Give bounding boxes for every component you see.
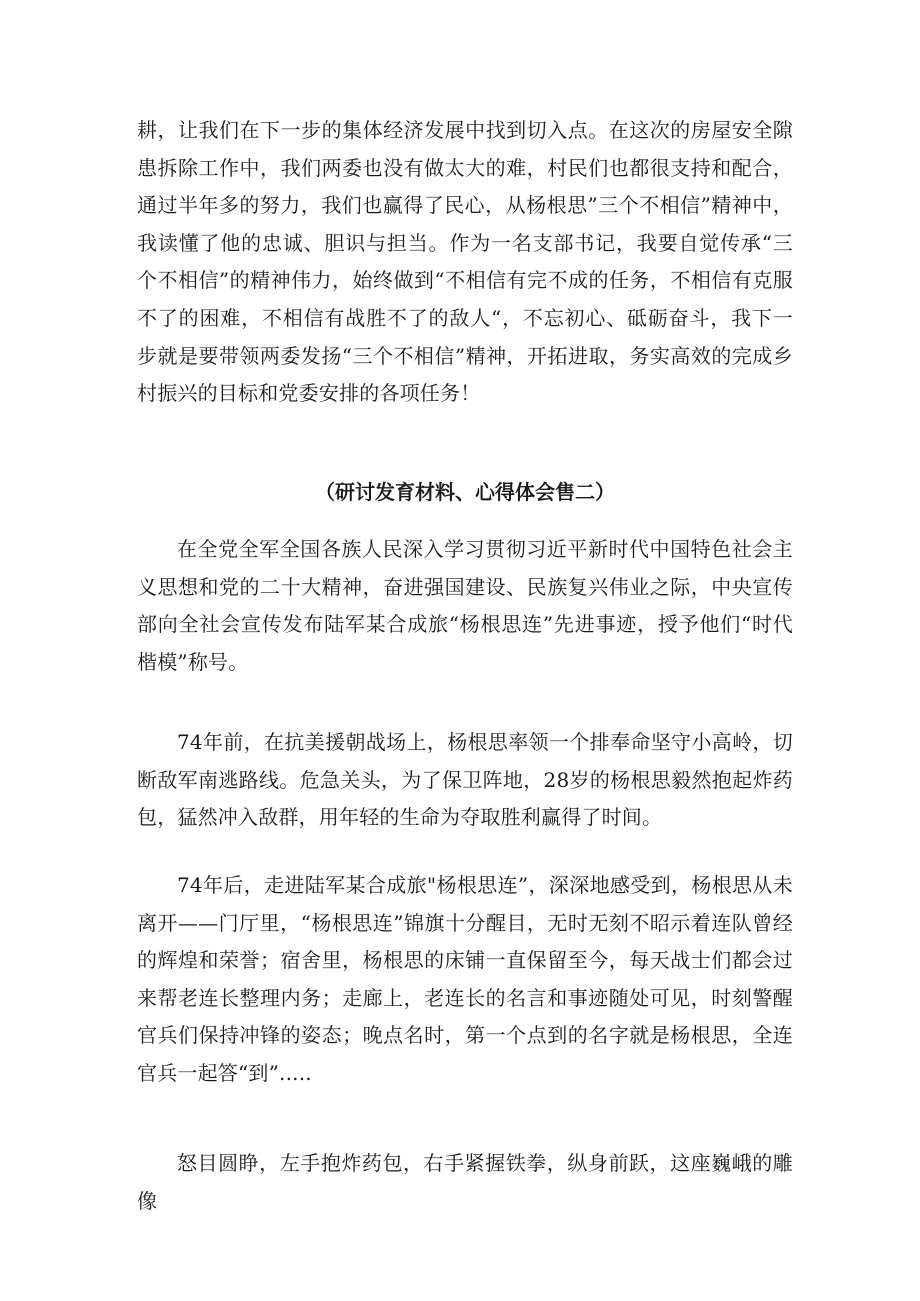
section-heading: （研讨发育材料、心得体会售二） [315,480,615,504]
paragraph-statue: 怒目圆睁，左手抱炸药包，右手紧握铁拳，纵身前跃，这座巍峨的雕像 [137,1151,793,1213]
paragraph-74-years-later: 74年后，走进陆军某合成旅"杨根思连”，深深地感受到，杨根思从未离开——门厅里，“杨根思连”锦旗十分醒目，无时无刻不昭示着连队曾经的辉煌和荣誉；宿舍里，杨根思的床铺一直保留至今，每天战士们都会过来帮老连长整理内务；走廊上，老连长的名言和事迹随处可见，时刻警醒官兵们保持冲锋的姿态；晚点名时，第一个点到的名字就是杨根思，全连官兵一起答“到”..... [137,873,793,1085]
paragraph-continuation: 耕，让我们在下一步的集体经济发展中找到切入点。在这次的房屋安全隙患拆除工作中，我们两委也没有做太大的难，村民们也都很支持和配合，通过半年多的努力，我们也赢得了民心，从杨根思”三个不相信”精神中，我读懂了他的忠诚、胆识与担当。作为一名支部书记，我要自觉传承“三个不相信”的精神伟力，始终做到“不相信有完不成的任务，不相信有克服不了的困难，不相信有战胜不了的敌人“，不忘初心、砥砺奋斗，我下一步就是要带领两委发扬“三个不相信”精神，开拓进取，务实高效的完成乡村振兴的目标和党委安排的各项任务！ [137,118,793,406]
paragraph-74-years-ago: 74年前，在抗美援朝战场上，杨根思率领一个排奉命坚守小高岭，切断敌军南逃路线。危急关头，为了保卫阵地，28岁的杨根思毅然抱起炸药包，猛然冲入敌群，用年轻的生命为夺取胜利赢得了时间。 [137,730,793,830]
paragraph-intro: 在全党全军全国各族人民深入学习贯彻习近平新时代中国特色社会主义思想和党的二十大精神，奋进强国建设、民族复兴伟业之际，中央宣传部向全社会宣传发布陆军某合成旅“杨根思连”先进事迹，授予他们“时代楷模”称号。 [137,537,793,674]
